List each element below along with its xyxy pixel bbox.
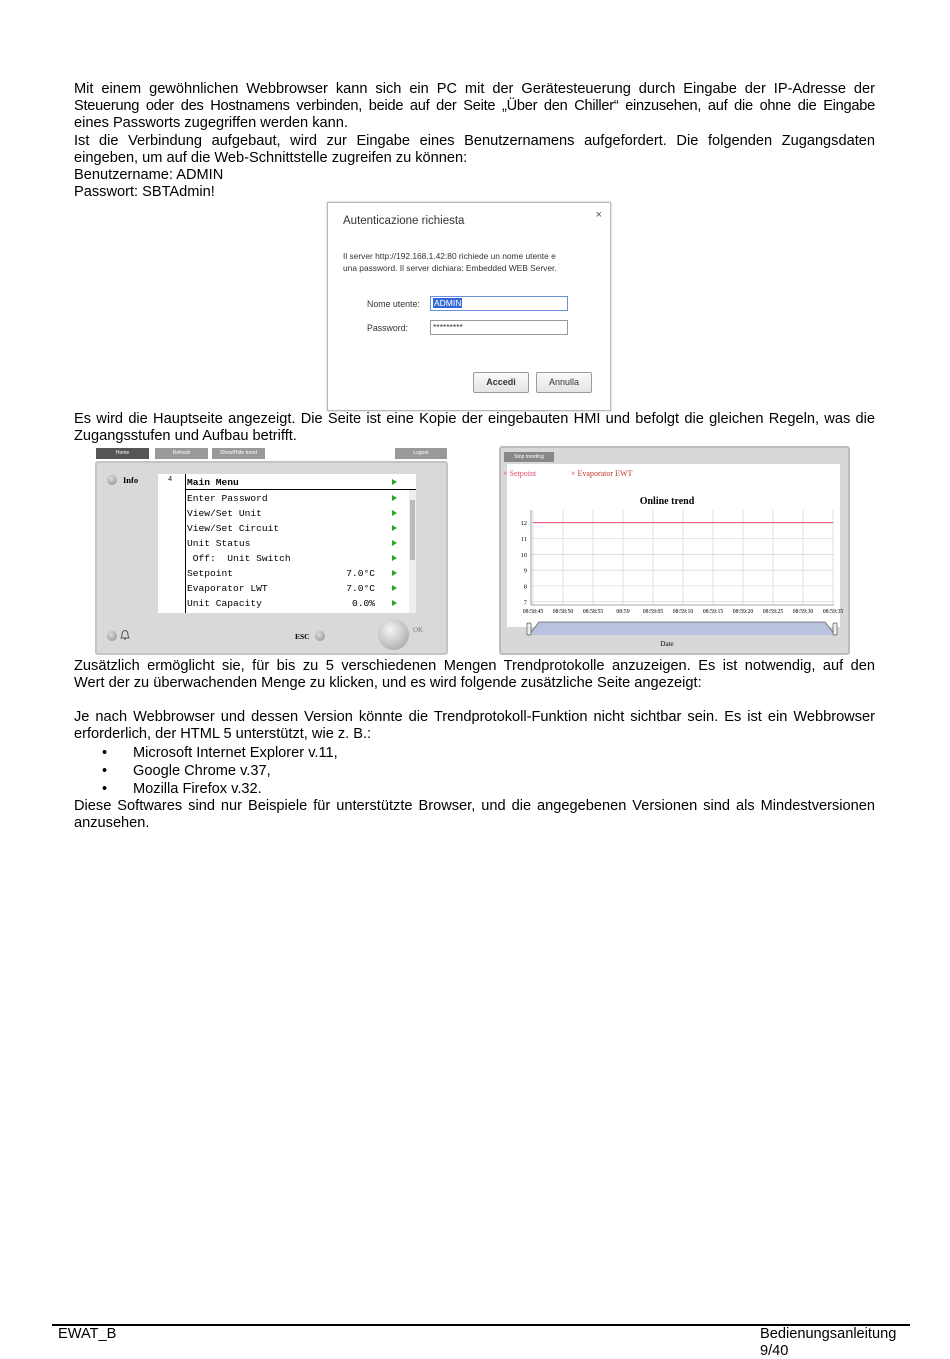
text-line: Ist die Verbindung aufgebaut, wird zur Eingabe eines Benutzernamens aufgefordert. Die folgenden Zugangsdaten [74,132,875,149]
arrow-right-icon [392,510,397,516]
legend-setpoint[interactable]: × Setpoint [503,469,537,478]
x-tick-label: 08:59:35 [822,609,844,615]
range-slider-track[interactable] [529,622,835,635]
arrow-right-icon [392,479,397,485]
menu-item-label: Unit Capacity [187,598,262,609]
text-line: Steuerung oder des Hostnamens verbinden, beide auf der Seite „Über den Chiller“ einzusehen, auf die ohne die Eingabe [74,98,875,115]
refresh-button[interactable]: Refresh [155,448,208,459]
menu-item-label: Enter Password [187,493,268,504]
x-tick-label: 08:58:55 [582,609,604,615]
page-number: 9/40 [760,1343,789,1359]
login-button[interactable]: Accedi [473,372,529,393]
arrow-right-icon [392,600,397,606]
bullet: • [102,763,108,779]
menu-item-value: 7.0°C [346,568,375,579]
password-input[interactable]: ********* [430,320,568,335]
menu-item-label: Setpoint [187,568,234,579]
scrollbar-thumb[interactable] [410,500,415,560]
ok-label: OK [413,626,424,634]
text-line: Zusätzlich ermöglicht sie, für bis zu 5 verschiedenen Mengen Trendprotokolle anzuzeigen. Es ist notwendig, auf den [74,658,875,674]
dialog-message: Il server http://192.168.1.42:80 richiede un nome utente e una password. Il server dichiara: Embedded WEB Server. [343,251,557,273]
x-tick-label: 08:59:25 [762,609,784,615]
menu-item[interactable] [187,491,387,506]
logout-button[interactable]: Logout [395,448,447,459]
main-page-paragraph [74,411,875,445]
bullet: • [102,781,108,797]
title-underline [185,489,416,490]
text-line: anzusehen. [74,815,150,832]
browser-paragraph [74,709,875,743]
arrow-right-icon [392,555,397,561]
text-line: Mit einem gewöhnlichen Webbrowser kann sich ein PC mit der Gerätesteuerung durch Eingabe der IP-Adresse der [74,81,875,97]
menu-item[interactable] [187,581,387,596]
arrow-right-icon [392,495,397,501]
footer-left: EWAT_B [58,1326,117,1342]
bullet: • [102,745,108,761]
home-button[interactable]: Home [96,448,149,459]
arrow-right-icon [392,570,397,576]
x-tick-label: 08:59:15 [702,609,724,615]
menu-title: Main Menu [187,477,239,488]
menu-item[interactable] [187,506,387,521]
legend-evaporator-ewt[interactable]: × Evaporator EWT [571,469,633,478]
login-dialog [327,202,611,411]
menu-item-label: Off: Unit Switch [187,553,291,564]
list-item: • Microsoft Internet Explorer v.11, [102,745,338,761]
username-label: Nome utente: [367,299,420,309]
menu-item[interactable] [187,521,387,536]
text-line: Zugangsstufen und Aufbau betrifft. [74,428,297,445]
text-line: eingeben, um auf die Web-Schnittstelle zugreifen zu können: [74,149,468,166]
x-tick-label: 08:58:45 [522,609,544,615]
text-line: Wert der zu überwachenden Menge zu klicken, und es wird folgende zusätzliche Seite angezeigt: [74,675,702,692]
x-tick-label: 08:59:05 [642,609,664,615]
trend-paragraph [74,658,875,692]
menu-item-label: View/Set Circuit [187,523,280,534]
y-tick-label: 12 [520,520,527,528]
y-tick-label: 8 [523,583,527,591]
ok-knob[interactable] [378,619,409,650]
range-handle-left[interactable] [527,623,531,635]
menu-item[interactable] [187,551,387,566]
intro-paragraph [74,81,875,201]
arrow-right-icon [392,585,397,591]
cancel-button[interactable]: Annulla [536,372,592,393]
menu-item-label: View/Set Unit [187,508,262,519]
arrow-right-icon [392,540,397,546]
text-line: Diese Softwares sind nur Beispiele für unterstützte Browser, und die angegebenen Versionen sind als Mindestversionen [74,798,875,814]
text-line: eines Passworts zugegriffen werden kann. [74,115,348,132]
text-line: Je nach Webbrowser und dessen Version könnte die Trendprotokoll-Funktion nicht sichtbar sein. Es ist ein Webbrowser [74,709,875,725]
list-item: • Mozilla Firefox v.32. [102,781,262,797]
online-trend-chart [499,446,850,655]
x-tick-label: 08:59 [616,609,630,615]
alarm-led-icon [107,631,117,641]
menu-item-label: Unit Status [187,538,251,549]
stop-trending-button[interactable]: Stop trending [504,452,554,462]
username-line: Benutzername: ADMIN [74,167,224,184]
show-hide-trend-button[interactable]: Show/Hide trend [212,448,265,459]
hmi-screen [158,474,416,613]
bell-icon[interactable] [119,629,131,641]
x-tick-label: 08:59:10 [672,609,694,615]
y-tick-label: 10 [520,551,527,559]
browser-list [74,745,875,798]
username-input[interactable]: ADMIN [430,296,568,311]
password-label: Password: [367,323,409,333]
chart-title: Online trend [639,496,695,507]
password-line: Passwort: SBTAdmin! [74,184,215,201]
esc-label: ESC [295,632,310,641]
info-led-icon [107,475,117,485]
footer-right: Bedienungsanleitung [760,1326,897,1342]
access-level: 4 [168,476,173,484]
y-tick-label: 9 [523,567,527,575]
scrollbar[interactable] [409,490,416,613]
x-tick-label: 08:59:20 [732,609,754,615]
y-tick-label: 7 [523,599,527,607]
range-handle-right[interactable] [833,623,837,635]
text-line: erforderlich, der HTML 5 unterstützt, wie z. B.: [74,726,372,743]
x-tick-label: 08:58:50 [552,609,574,615]
dialog-title: Autenticazione richiesta [343,215,465,227]
x-tick-label: 08:59:30 [792,609,814,615]
screen-divider [185,474,186,613]
menu-item[interactable] [187,596,387,611]
menu-item-value: 0.0% [351,598,375,609]
arrow-right-icon [392,525,397,531]
x-axis-label: Date [660,640,674,648]
esc-button[interactable] [315,631,325,641]
y-tick-label: 11 [520,536,527,543]
menu-item[interactable] [187,536,387,551]
menu-item-value: 7.0°C [346,583,375,594]
info-label: Info [123,475,139,485]
menu-item-label: Evaporator LWT [187,583,268,594]
closing-paragraph [74,798,875,832]
text-line: Es wird die Hauptseite angezeigt. Die Seite ist eine Kopie der eingebauten HMI und befolgt die gleichen Regeln, was die [74,411,875,427]
menu-item[interactable] [187,566,387,581]
list-item: • Google Chrome v.37, [102,763,271,779]
close-icon[interactable]: × [595,209,602,221]
